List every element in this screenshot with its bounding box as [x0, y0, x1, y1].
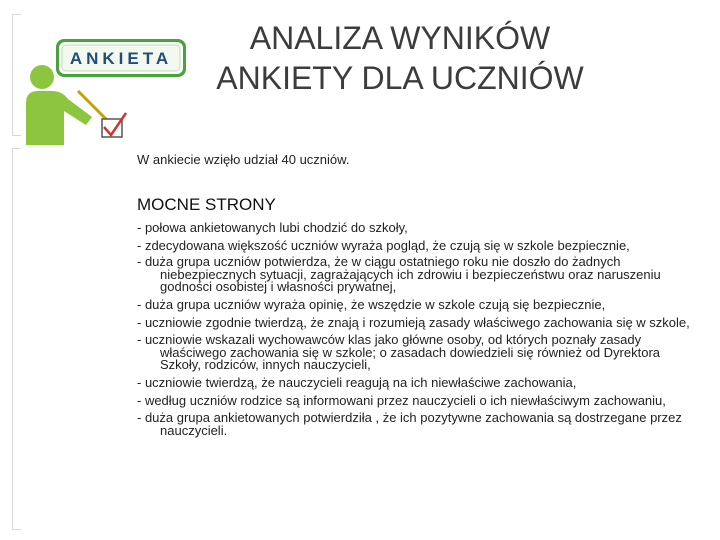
list-item: - duża grupa uczniów potwierdza, że w ciągu ostatniego roku nie doszło do żadnych niebezpiecznych sytuacji, zagrażających ich zdrowiu i bezpieczeństwu oraz naruszeniu godności osobistej i własności prywatnej,: [137, 254, 661, 295]
decorative-bracket-bottom: [12, 148, 21, 530]
list-item: - uczniowie twierdzą, że nauczycieli reagują na ich niewłaściwe zachowania,: [137, 374, 577, 390]
title-line-1: ANALIZA WYNIKÓW: [249, 20, 551, 56]
decorative-bracket-top: [12, 14, 21, 136]
intro-text: W ankiecie wzięło udział 40 uczniów.: [137, 152, 350, 167]
logo-text: ANKIETA: [69, 49, 173, 68]
ankieta-logo: [22, 33, 190, 145]
section-heading: MOCNE STRONY: [137, 195, 276, 214]
list-item: - uczniowie zgodnie twierdzą, że znają i rozumieją zasady właściwego zachowania się w szkole,: [137, 314, 690, 330]
list-item: - zdecydowana większość uczniów wyraża pogląd, że czują się w szkole bezpiecznie,: [137, 237, 630, 253]
person-body-icon: [26, 91, 92, 145]
list-item: - według uczniów rodzice są informowani przez nauczycieli o ich niewłaściwym zachowaniu,: [137, 392, 666, 408]
list-item: - połowa ankietowanych lubi chodzić do szkoły,: [137, 220, 408, 235]
list-item: - uczniowie wskazali wychowawców klas jako główne osoby, od których poznały zasady właściwego zachowania się w szkole; o zasadach dowiedzieli się również od Dyrektora Szkoły, rodziców, innych nauczycieli,: [137, 332, 661, 373]
list-item: - duża grupa ankietowanych potwierdziła , że ich pozytywne zachowania są dostrzegane przez nauczycieli.: [137, 410, 682, 438]
page-title: [190, 18, 610, 98]
title-line-2: ANKIETY DLA UCZNIÓW: [216, 60, 584, 96]
strengths-list: [137, 222, 697, 437]
list-item: - duża grupa uczniów wyraża opinię, że wszędzie w szkole czują się bezpiecznie,: [137, 296, 606, 312]
person-head-icon: [30, 65, 54, 89]
